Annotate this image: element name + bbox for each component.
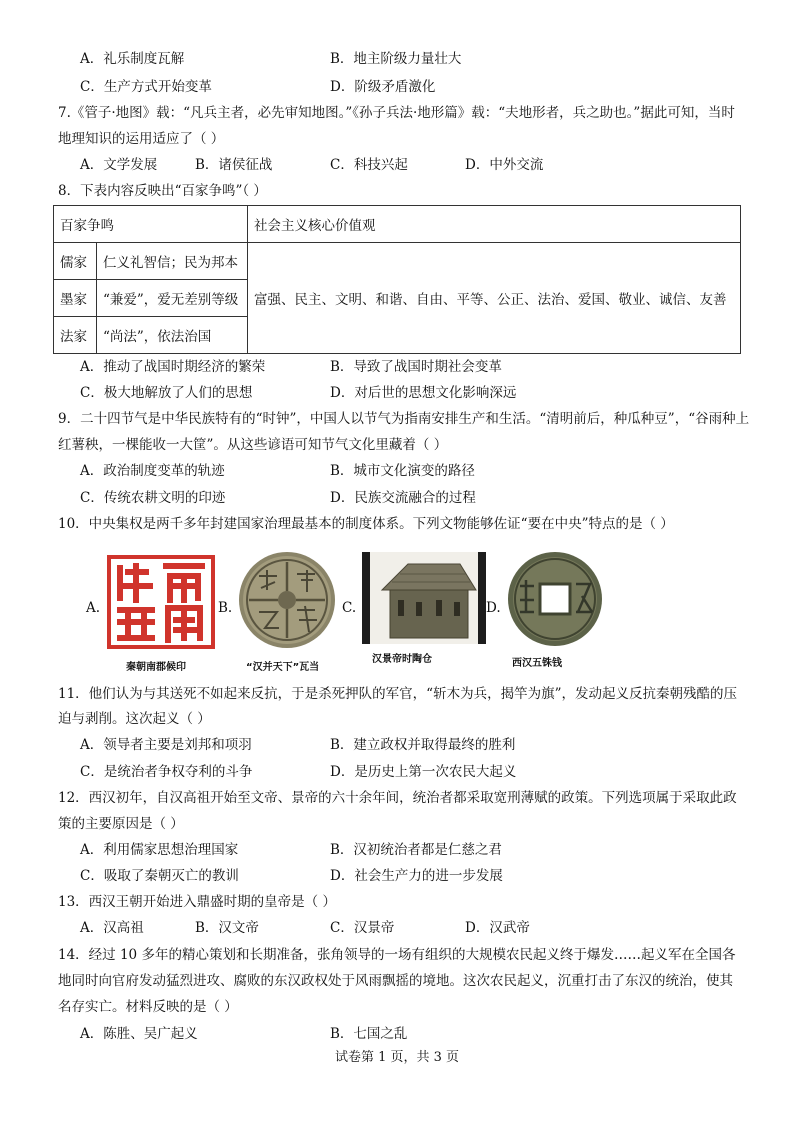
option-c-label[interactable]: C. <box>342 600 357 616</box>
q12-stem-line2: 策的主要原因是（ ） <box>58 816 184 832</box>
option-b-label[interactable]: B. <box>218 600 233 616</box>
q9-stem-line1: 9．二十四节气是中华民族特有的“时钟”，中国人以节气为指南安排生产和生活。“清明前后，种瓜种豆”，“谷雨种上 <box>58 411 750 427</box>
q11-option-c[interactable]: C．是统治者争权夺利的斗争 <box>80 764 253 780</box>
q12-stem-line1: 12．西汉初年，自汉高祖开始至文帝、景帝的六十余年间，统治者都采取宽刑薄赋的政策。下列选项属于采取此政 <box>58 790 737 806</box>
q12-option-c[interactable]: C．吸取了秦朝灭亡的教训 <box>80 868 239 884</box>
q8-option-a[interactable]: A．推动了战国时期经济的繁荣 <box>80 359 266 375</box>
table-header-right: 社会主义核心价值观 <box>248 206 741 243</box>
table-school: 法家 <box>54 317 97 354</box>
q7-option-c[interactable]: C．科技兴起 <box>330 157 408 173</box>
q13-option-c[interactable]: C．汉景帝 <box>330 920 395 936</box>
q11-stem-line1: 11．他们认为与其送死不如起来反抗，于是杀死押队的军官，“斩木为兵，揭竿为旗”，发动起义反抗秦朝残酷的压 <box>58 686 737 702</box>
q14-stem-line1: 14．经过 10 多年的精心策划和长期准备，张角领导的一场有组织的大规模农民起义终于爆发……起义军在全国各 <box>58 947 736 963</box>
q10-stem: 10．中央集权是两千多年封建国家治理最基本的制度体系。下列文物能够佐证“要在中央”特点的是（ ） <box>58 516 674 532</box>
q14-option-b[interactable]: B．七国之乱 <box>330 1026 408 1042</box>
q7-option-a[interactable]: A．文学发展 <box>80 157 158 173</box>
coin-caption: 西汉五铢钱 <box>512 658 562 669</box>
table-idea: 仁义礼智信；民为邦本 <box>97 243 248 280</box>
q14-stem-line2: 地同时向官府发动猛烈进攻、腐败的东汉政权处于风雨飘摇的境地。这次农民起义，沉重打击了东汉的统治，使其 <box>58 973 733 989</box>
table-school: 儒家 <box>54 243 97 280</box>
q8-option-c[interactable]: C．极大地解放了人们的思想 <box>80 385 253 401</box>
q14-stem-line3: 名存实亡。材料反映的是（ ） <box>58 999 238 1015</box>
q10-artifact-images <box>80 548 640 673</box>
q8-comparison-table <box>53 205 741 354</box>
q12-option-a[interactable]: A．利用儒家思想治理国家 <box>80 842 239 858</box>
q9-option-c[interactable]: C．传统农耕文明的印迹 <box>80 490 226 506</box>
table-school: 墨家 <box>54 280 97 317</box>
q13-stem: 13．西汉王朝开始进入鼎盛时期的皇帝是（ ） <box>58 894 336 910</box>
tile-end-image[interactable] <box>237 550 337 650</box>
q6-option-c[interactable]: C．生产方式开始变革 <box>80 79 212 95</box>
q7-option-d[interactable]: D．中外交流 <box>465 157 544 173</box>
q8-option-b[interactable]: B．导致了战国时期社会变革 <box>330 359 502 375</box>
q11-option-a[interactable]: A．领导者主要是刘邦和项羽 <box>80 737 252 753</box>
page-footer: 试卷第 1 页，共 3 页 <box>334 1050 460 1065</box>
q11-option-d[interactable]: D．是历史上第一次农民大起义 <box>330 764 517 780</box>
q8-stem: 8．下表内容反映出“百家争鸣”（ ） <box>58 183 267 199</box>
q8-option-d[interactable]: D．对后世的思想文化影响深远 <box>330 385 517 401</box>
table-idea: “尚法”，依法治国 <box>97 317 248 354</box>
q6-option-b[interactable]: B．地主阶级力量壮大 <box>330 51 462 67</box>
q14-option-a[interactable]: A．陈胜、吴广起义 <box>80 1026 198 1042</box>
q7-stem-line1: 7.《管子·地图》载：“凡兵主者，必先审知地图。”《孙子兵法·地形篇》载：“夫地形者，兵之助也。”据此可知，当时 <box>58 105 735 121</box>
q13-option-a[interactable]: A．汉高祖 <box>80 920 144 936</box>
q6-option-d[interactable]: D．阶级矛盾激化 <box>330 79 436 95</box>
q12-option-d[interactable]: D．社会生产力的进一步发展 <box>330 868 503 884</box>
q9-option-d[interactable]: D．民族交流融合的过程 <box>330 490 476 506</box>
tile-end-caption: “汉并天下”瓦当 <box>246 662 320 673</box>
option-a-label[interactable]: A. <box>86 600 101 616</box>
option-d-label[interactable]: D. <box>486 600 501 616</box>
table-idea: “兼爱”，爱无差别等级 <box>97 280 248 317</box>
q12-option-b[interactable]: B．汉初统治者都是仁慈之君 <box>330 842 502 858</box>
q11-stem-line2: 迫与剥削。这次起义（ ） <box>58 711 211 727</box>
seal-image[interactable] <box>106 554 216 650</box>
q6-option-a[interactable]: A．礼乐制度瓦解 <box>80 51 185 67</box>
table-header-left: 百家争鸣 <box>54 206 248 243</box>
q11-option-b[interactable]: B．建立政权并取得最终的胜利 <box>330 737 516 753</box>
q13-option-d[interactable]: D．汉武帝 <box>465 920 530 936</box>
granary-image[interactable] <box>362 552 486 644</box>
q7-option-b[interactable]: B．诸侯征战 <box>195 157 273 173</box>
q13-option-b[interactable]: B．汉文帝 <box>195 920 259 936</box>
seal-caption: 秦朝南郡候印 <box>126 662 186 673</box>
wuzhu-coin-image[interactable] <box>506 550 604 648</box>
q7-stem-line2: 地理知识的运用适应了（ ） <box>58 131 225 147</box>
q9-option-b[interactable]: B．城市文化演变的路径 <box>330 463 475 479</box>
q9-stem-line2: 红薯秧，一棵能收一大筐”。从这些谚语可知节气文化里藏着（ ） <box>58 437 448 453</box>
table-values: 富强、民主、文明、和谐、自由、平等、公正、法治、爱国、敬业、诚信、友善 <box>248 243 741 354</box>
q9-option-a[interactable]: A．政治制度变革的轨迹 <box>80 463 225 479</box>
granary-caption: 汉景帝时陶仓 <box>372 654 432 665</box>
